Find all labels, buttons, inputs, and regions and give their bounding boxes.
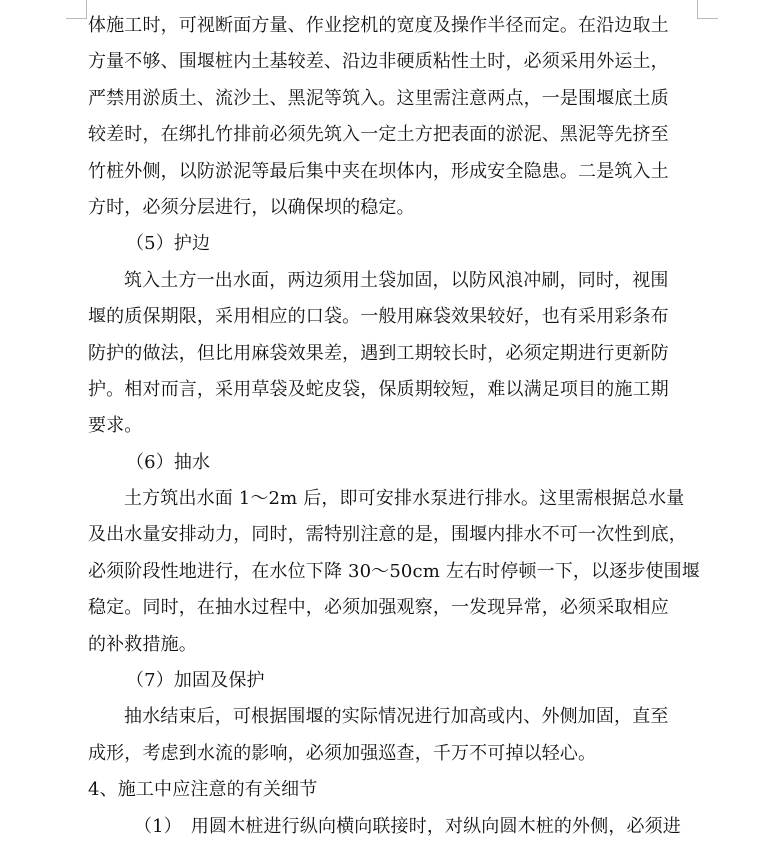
section-heading-reinforce: （7）加固及保护 xyxy=(126,670,265,692)
document-body xyxy=(88,8,700,845)
paragraph-line: 抽水结束后，可根据围堰的实际情况进行加高或内、外侧加固，直至 xyxy=(124,706,669,728)
paragraph-line: 稳定。同时，在抽水过程中，必须加强观察，一发现异常，必须采取相应 xyxy=(88,597,669,619)
paragraph-line: 方量不够、围堰桩内土基较差、沿边非硬质粘性土时，必须采用外运土， xyxy=(88,51,669,73)
paragraph-line: 土方筑出水面 1～2m 后，即可安排水泵进行排水。这里需根据总水量 xyxy=(124,488,685,510)
paragraph-line: 成形，考虑到水流的影响，必须加强巡查，千万不可掉以轻心。 xyxy=(88,742,597,764)
paragraph-line: 必须阶段性地进行，在水位下降 30～50cm 左右时停顿一下，以逐步使围堰 xyxy=(88,560,700,582)
paragraph-line: 体施工时，可视断面方量、作业挖机的宽度及操作半径而定。在沿边取土 xyxy=(88,15,669,36)
paragraph-line: 筑入土方一出水面，两边须用土袋加固，以防风浪冲刷，同时，视围 xyxy=(124,269,669,291)
paragraph-line: 堰的质保期限，采用相应的口袋。一般用麻袋效果较好，也有采用彩条布 xyxy=(88,306,669,328)
item-text: 用圆木桩进行纵向横向联接时，对纵向圆木桩的外侧，必须进 xyxy=(190,815,681,837)
page-corner-mark-left xyxy=(66,0,87,19)
subsection-title: 4、施工中应注意的有关细节 xyxy=(88,779,318,801)
paragraph-line: 要求。 xyxy=(88,415,143,437)
paragraph-line: 方时，必须分层进行，以确保坝的稳定。 xyxy=(88,196,415,218)
paragraph-line: 护。相对而言，采用草袋及蛇皮袋，保质期较短，难以满足项目的施工期 xyxy=(88,378,669,400)
item-marker: （1） xyxy=(134,815,182,837)
numbered-item xyxy=(88,809,696,845)
page-corner-mark-right xyxy=(697,0,718,19)
paragraph-line: 竹桩外侧，以防淤泥等最后集中夹在坝体内，形成安全隐患。二是筑入土 xyxy=(88,160,669,182)
section-heading-protect-sides: （5）护边 xyxy=(126,233,211,255)
paragraph-line: 及出水量安排动力，同时，需特别注意的是，围堰内排水不可一次性到底， xyxy=(88,524,687,546)
paragraph-line: 的补救措施。 xyxy=(88,633,197,655)
paragraph-line: 严禁用淤质土、流沙土、黑泥等筑入。这里需注意两点，一是围堰底土质 xyxy=(88,87,669,109)
paragraph-line: 防护的做法，但比用麻袋效果差，遇到工期较长时，必须定期进行更新防 xyxy=(88,342,669,364)
section-heading-pumping: （6）抽水 xyxy=(126,451,211,473)
paragraph-line: 较差时，在绑扎竹排前必须先筑入一定土方把表面的淤泥、黑泥等先挤至 xyxy=(88,124,669,146)
